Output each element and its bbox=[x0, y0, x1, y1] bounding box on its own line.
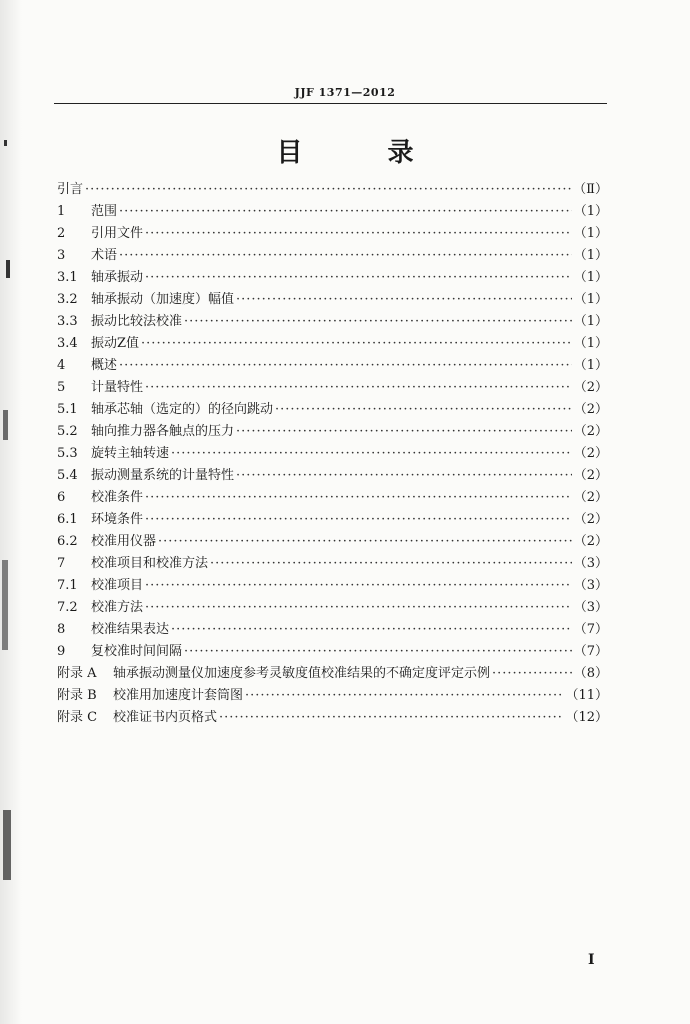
toc-entry-label: 校准条件 bbox=[91, 490, 144, 505]
toc-entry[interactable] bbox=[57, 311, 608, 333]
toc-entry-page: （2） bbox=[573, 490, 608, 505]
toc-entry-label: 振动测量系统的计量特性 bbox=[91, 468, 235, 483]
toc-entry-page: （2） bbox=[573, 380, 608, 395]
toc-leader-dots bbox=[236, 421, 572, 443]
toc-entry-page: （7） bbox=[573, 622, 608, 637]
toc-entry-label: 引言 bbox=[57, 182, 84, 197]
toc-entry-page: （2） bbox=[573, 512, 608, 527]
toc-entry-page: （2） bbox=[573, 424, 608, 439]
toc-entry-number: 附录 C bbox=[57, 710, 98, 725]
toc-entry[interactable] bbox=[57, 707, 608, 729]
toc-entry-label: 轴承芯轴（选定的）的径向跳动 bbox=[91, 402, 274, 417]
toc-entry[interactable] bbox=[57, 421, 608, 443]
toc-leader-dots bbox=[145, 575, 572, 597]
toc-entry-label: 轴承振动（加速度）幅值 bbox=[91, 292, 235, 307]
toc-entry-label: 校准证书内页格式 bbox=[113, 710, 218, 725]
toc-entry-number: 3.1 bbox=[57, 270, 78, 285]
toc-entry[interactable] bbox=[57, 509, 608, 531]
toc-entry-number: 5.2 bbox=[57, 424, 78, 439]
toc-leader-dots bbox=[119, 355, 572, 377]
toc-entry-number: 2 bbox=[57, 226, 66, 241]
toc-entry[interactable] bbox=[57, 619, 608, 641]
toc-leader-dots bbox=[219, 707, 563, 729]
toc-entry-label: 轴向推力器各触点的压力 bbox=[91, 424, 235, 439]
toc-entry-label: 复校准时间间隔 bbox=[91, 644, 183, 659]
toc-entry-page: （1） bbox=[573, 358, 608, 373]
toc-entry-label: 环境条件 bbox=[91, 512, 144, 527]
scan-speck bbox=[2, 560, 8, 650]
page-title: 目 录 bbox=[276, 138, 452, 168]
toc-entry-page: （1） bbox=[573, 336, 608, 351]
toc-entry[interactable] bbox=[57, 355, 608, 377]
toc-entry-number: 3 bbox=[57, 248, 66, 263]
toc-entry-number: 附录 B bbox=[57, 688, 97, 703]
toc-entry-number: 5 bbox=[57, 380, 66, 395]
table-of-contents bbox=[57, 179, 608, 729]
toc-entry-number: 5.1 bbox=[57, 402, 78, 417]
toc-entry[interactable] bbox=[57, 641, 608, 663]
toc-leader-dots bbox=[119, 201, 572, 223]
toc-entry-page: （2） bbox=[573, 468, 608, 483]
toc-entry[interactable] bbox=[57, 465, 608, 487]
toc-entry-number: 6.1 bbox=[57, 512, 78, 527]
toc-leader-dots bbox=[184, 311, 572, 333]
toc-entry-page: （12） bbox=[565, 710, 608, 725]
toc-entry-number: 5.4 bbox=[57, 468, 78, 483]
toc-entry-label: 范围 bbox=[91, 204, 118, 219]
toc-leader-dots bbox=[119, 245, 572, 267]
toc-entry-page: （11） bbox=[565, 688, 608, 703]
toc-entry-page: （1） bbox=[573, 270, 608, 285]
toc-entry-label: 引用文件 bbox=[91, 226, 144, 241]
toc-entry-label: 计量特性 bbox=[91, 380, 144, 395]
toc-entry[interactable] bbox=[57, 223, 608, 245]
toc-entry-label: 校准项目 bbox=[91, 578, 144, 593]
toc-entry-label: 术语 bbox=[91, 248, 118, 263]
toc-leader-dots bbox=[245, 685, 563, 707]
toc-entry-number: 7 bbox=[57, 556, 66, 571]
toc-entry-number: 3.3 bbox=[57, 314, 78, 329]
toc-entry-label: 校准结果表达 bbox=[91, 622, 170, 637]
toc-entry[interactable] bbox=[57, 267, 608, 289]
toc-entry-number: 4 bbox=[57, 358, 66, 373]
toc-entry-number: 5.3 bbox=[57, 446, 78, 461]
toc-entry[interactable] bbox=[57, 245, 608, 267]
toc-entry[interactable] bbox=[57, 333, 608, 355]
toc-entry-number: 6.2 bbox=[57, 534, 78, 549]
toc-entry-number: 8 bbox=[57, 622, 66, 637]
toc-entry-page: （7） bbox=[573, 644, 608, 659]
toc-entry[interactable] bbox=[57, 443, 608, 465]
toc-entry-page: （Ⅱ） bbox=[573, 182, 608, 197]
toc-leader-dots bbox=[141, 333, 572, 355]
header-rule bbox=[54, 103, 607, 104]
toc-leader-dots bbox=[236, 465, 572, 487]
toc-entry[interactable] bbox=[57, 685, 608, 707]
toc-entry[interactable] bbox=[57, 553, 608, 575]
toc-entry[interactable] bbox=[57, 531, 608, 553]
toc-entry-label: 旋转主轴转速 bbox=[91, 446, 170, 461]
toc-entry-page: （8） bbox=[573, 666, 608, 681]
toc-entry[interactable] bbox=[57, 179, 608, 201]
toc-leader-dots bbox=[236, 289, 572, 311]
toc-entry[interactable] bbox=[57, 377, 608, 399]
toc-leader-dots bbox=[145, 487, 572, 509]
toc-entry-page: （3） bbox=[573, 578, 608, 593]
toc-entry-page: （3） bbox=[573, 600, 608, 615]
toc-entry-page: （1） bbox=[573, 314, 608, 329]
toc-entry-label: 校准项目和校准方法 bbox=[91, 556, 209, 571]
toc-leader-dots bbox=[145, 223, 572, 245]
toc-entry-page: （1） bbox=[573, 292, 608, 307]
toc-entry-number: 3.2 bbox=[57, 292, 78, 307]
toc-entry[interactable] bbox=[57, 289, 608, 311]
toc-leader-dots bbox=[171, 619, 572, 641]
toc-entry-label: 校准方法 bbox=[91, 600, 144, 615]
scan-speck bbox=[3, 410, 8, 440]
page-number: Ⅰ bbox=[588, 952, 595, 968]
toc-entry-label: 概述 bbox=[91, 358, 118, 373]
toc-leader-dots bbox=[85, 179, 571, 201]
toc-leader-dots bbox=[145, 267, 572, 289]
toc-leader-dots bbox=[492, 663, 572, 685]
toc-entry-number: 3.4 bbox=[57, 336, 78, 351]
toc-entry-label: 轴承振动 bbox=[91, 270, 144, 285]
toc-entry-number: 1 bbox=[57, 204, 66, 219]
toc-entry-page: （2） bbox=[573, 446, 608, 461]
toc-leader-dots bbox=[184, 641, 572, 663]
toc-entry-label: 校准用仪器 bbox=[91, 534, 157, 549]
toc-entry-page: （1） bbox=[573, 248, 608, 263]
toc-leader-dots bbox=[171, 443, 572, 465]
toc-entry[interactable] bbox=[57, 575, 608, 597]
toc-leader-dots bbox=[158, 531, 572, 553]
scan-speck bbox=[3, 810, 11, 880]
toc-leader-dots bbox=[210, 553, 572, 575]
document-header: JJF 1371—2012 bbox=[294, 86, 396, 99]
toc-entry-number: 附录 A bbox=[57, 666, 97, 681]
toc-entry[interactable] bbox=[57, 663, 608, 685]
toc-entry-page: （1） bbox=[573, 226, 608, 241]
toc-leader-dots bbox=[145, 509, 572, 531]
toc-entry-page: （1） bbox=[573, 204, 608, 219]
toc-entry[interactable] bbox=[57, 597, 608, 619]
toc-entry-label: 振动Z值 bbox=[91, 336, 140, 351]
toc-entry-number: 7.2 bbox=[57, 600, 78, 615]
toc-entry-page: （2） bbox=[573, 534, 608, 549]
toc-entry-page: （2） bbox=[573, 402, 608, 417]
toc-entry-number: 9 bbox=[57, 644, 66, 659]
toc-leader-dots bbox=[145, 597, 572, 619]
scan-speck bbox=[6, 260, 10, 278]
toc-entry-label: 振动比较法校准 bbox=[91, 314, 183, 329]
toc-entry-label: 轴承振动测量仪加速度参考灵敏度值校准结果的不确定度评定示例 bbox=[113, 666, 491, 681]
toc-entry-page: （3） bbox=[573, 556, 608, 571]
toc-entry[interactable] bbox=[57, 399, 608, 421]
toc-entry[interactable] bbox=[57, 487, 608, 509]
toc-entry[interactable] bbox=[57, 201, 608, 223]
toc-entry-number: 7.1 bbox=[57, 578, 78, 593]
toc-entry-number: 6 bbox=[57, 490, 66, 505]
toc-leader-dots bbox=[275, 399, 572, 421]
toc-leader-dots bbox=[145, 377, 572, 399]
toc-entry-label: 校准用加速度计套筒图 bbox=[113, 688, 244, 703]
